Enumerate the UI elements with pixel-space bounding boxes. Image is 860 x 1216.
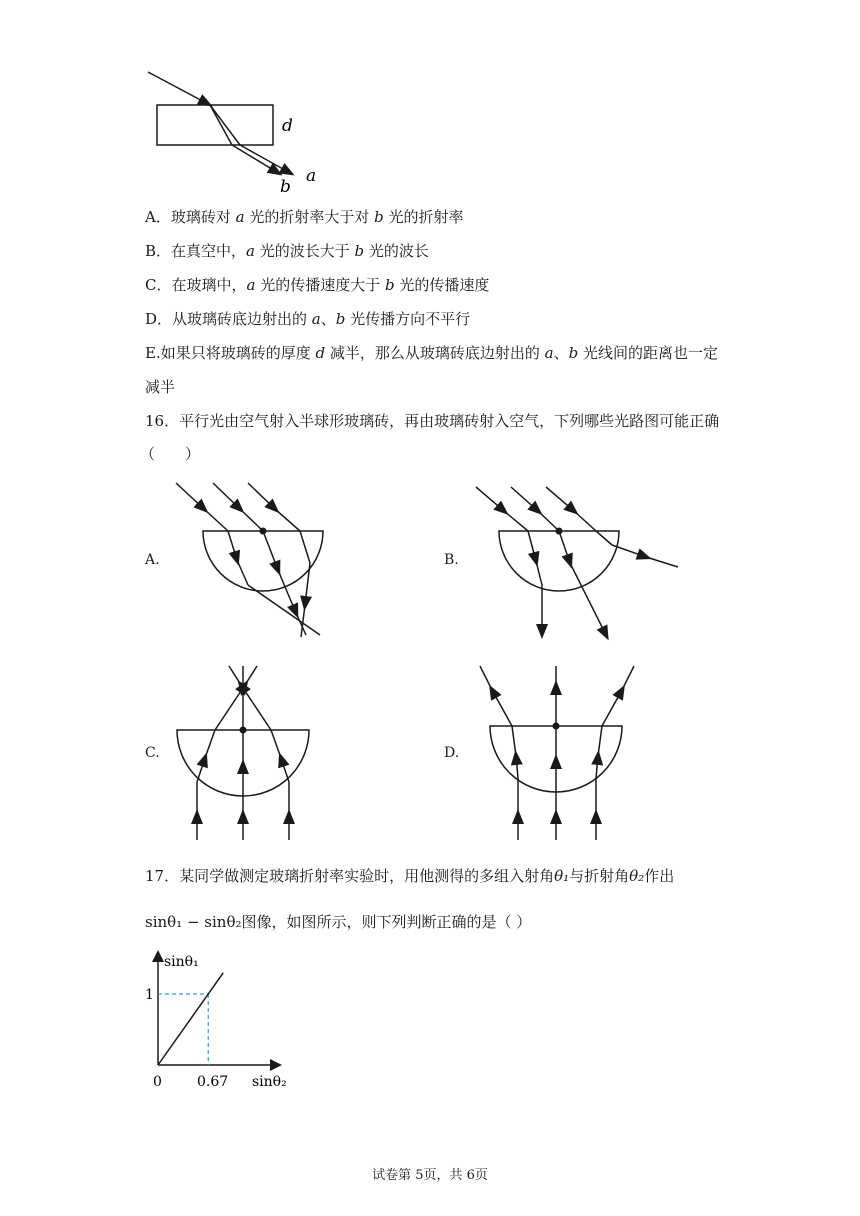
y-axis-label: sinθ₁: [164, 954, 199, 970]
origin-label: 0: [153, 1074, 162, 1090]
q15-option-b: B．在真空中，a 光的波长大于 b 光的波长: [145, 242, 429, 260]
q16-label-b: B.: [444, 552, 459, 568]
q16-stem: 16．平行光由空气射入半球形玻璃砖，再由玻璃砖射入空气，下列哪些光路图可能正确: [145, 412, 720, 430]
q15-glass-brick-figure: [140, 65, 330, 200]
q16-label-a: A.: [145, 552, 160, 568]
q16-diagram-b: [460, 475, 700, 645]
q16-diagram-d: [470, 660, 645, 845]
label-a: a: [306, 166, 317, 186]
q17-sin-chart: [140, 950, 320, 1095]
data-line: [158, 973, 223, 1065]
q16-label-c: C.: [145, 745, 160, 761]
q16-diagram-a: [160, 475, 340, 645]
y-tick-label: 1: [145, 987, 154, 1003]
q17-stem-line2: sinθ₁ − sinθ₂图像，如图所示，则下列判断正确的是（ ）: [145, 913, 532, 931]
page-footer: 试卷第 5页，共 6页: [372, 1168, 488, 1183]
q15-option-c: C．在玻璃中，a 光的传播速度大于 b 光的传播速度: [145, 276, 490, 294]
q15-option-e: E.如果只将玻璃砖的厚度 d 减半，那么从玻璃砖底边射出的 a、b 光线间的距离也一定: [145, 344, 719, 362]
label-d: d: [282, 116, 293, 136]
q16-label-d: D.: [444, 745, 460, 761]
x-tick-label: 0.67: [197, 1074, 229, 1090]
q16-diagram-c: [165, 660, 325, 845]
q17-stem-line1: 17．某同学做测定玻璃折射率实验时，用他测得的多组入射角θ₁与折射角θ₂作出: [145, 867, 675, 885]
q15-option-d: D．从玻璃砖底边射出的 a、b 光传播方向不平行: [145, 310, 471, 328]
q16-paren: （ ）: [140, 445, 201, 463]
label-b: b: [280, 177, 291, 197]
q15-option-e-cont: 减半: [145, 378, 176, 396]
q15-option-a: A．玻璃砖对 a 光的折射率大于对 b 光的折射率: [145, 208, 464, 226]
x-axis-label: sinθ₂: [252, 1074, 287, 1090]
